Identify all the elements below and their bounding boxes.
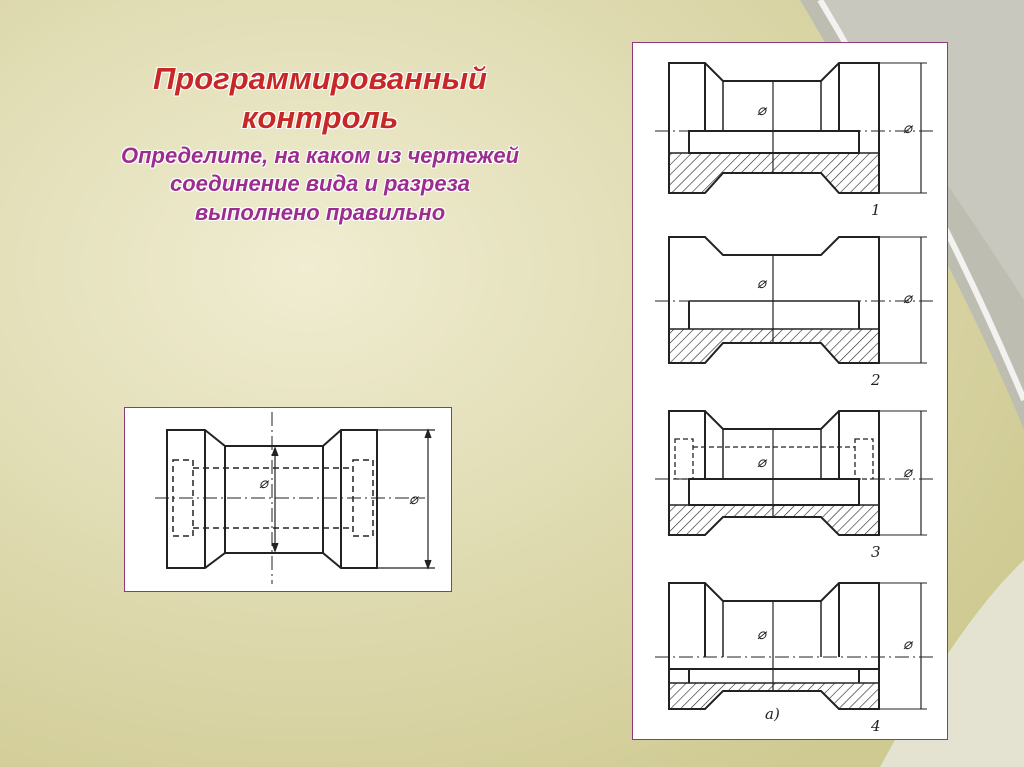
option-3-number: 3 <box>871 543 881 561</box>
option-3-outer-diameter-label: ⌀ <box>903 463 913 481</box>
answer-options-svg <box>633 43 947 739</box>
option-1-outer-diameter-label: ⌀ <box>903 119 913 137</box>
option-4-caption: а) <box>765 705 780 723</box>
option-1-number: 1 <box>871 201 881 219</box>
option-4-inner-diameter-label: ⌀ <box>757 625 767 643</box>
given-outer-diameter-label: ⌀ <box>409 490 419 508</box>
option-1-drawing[interactable] <box>655 63 933 219</box>
option-1-inner-diameter-label: ⌀ <box>757 101 767 119</box>
option-4-number: 4 <box>871 717 881 735</box>
slide-title: Программированный контроль <box>153 61 487 135</box>
option-2-drawing[interactable] <box>655 237 933 389</box>
option-2-outer-diameter-label: ⌀ <box>903 289 913 307</box>
title-block <box>60 60 580 227</box>
option-2-inner-diameter-label: ⌀ <box>757 274 767 292</box>
option-4-drawing[interactable] <box>655 583 933 735</box>
option-2-number: 2 <box>871 371 881 389</box>
given-drawing <box>124 407 452 592</box>
option-3-drawing[interactable] <box>655 411 933 561</box>
answer-options-panel <box>632 42 948 740</box>
option-4-outer-diameter-label: ⌀ <box>903 635 913 653</box>
given-drawing-svg <box>125 408 451 591</box>
option-3-inner-diameter-label: ⌀ <box>757 453 767 471</box>
given-inner-diameter-label: ⌀ <box>259 474 269 492</box>
slide-question: Определите, на каком из чертежей соединение вида и разреза выполнено правильно <box>120 142 520 225</box>
